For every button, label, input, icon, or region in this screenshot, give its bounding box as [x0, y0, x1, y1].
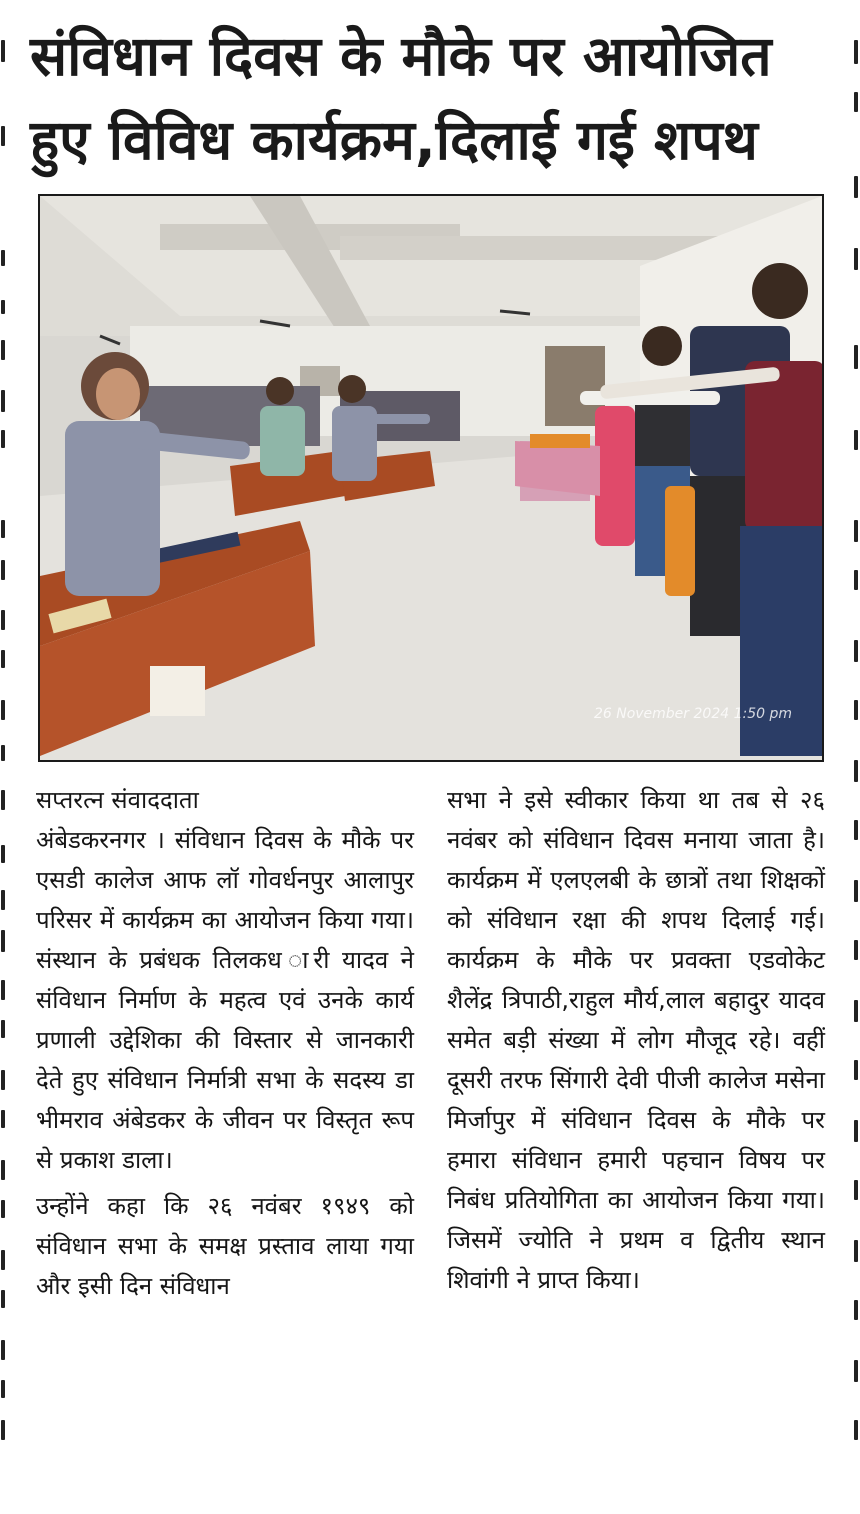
article-paragraph-3: सभा ने इसे स्वीकार किया था तब से २६ नवंबर को संविधान दिवस मनाया जाता है।कार्यक्रम में एलएलबी के छात्रों तथा शिक्षकों को संविधान रक्षा की शपथ दिलाई गई।कार्यक्रम के मौके पर प्रवक्ता एडवोकेट शैलेंद्र त्रिपाठी,राहुल मौर्य,लाल बहादुर यादव समेत बड़ी संख्या में लोग मौजूद रहे। वहीं दूसरी तरफ सिंगारी देवी पीजी कालेज मसेना मिर्जापुर में संविधान दिवस के मौके पर हमारा संविधान हमारी पहचान विषय पर निबंध प्रतियोगिता का आयोजन किया गया।जिसमें ज्योति ने प्रथम व द्वितीय स्थान शिवांगी ने प्राप्त किया। — [447, 786, 825, 1294]
byline: सप्तरत्न संवाददाता — [36, 786, 199, 814]
classroom-oath-photo — [40, 196, 822, 760]
article-column-left — [36, 780, 414, 1306]
adjacent-column-fragment-left — [0, 0, 10, 1514]
photo-timestamp: 26 November 2024 1:50 pm — [593, 706, 792, 722]
headline-line-1: संविधान दिवस के मौके पर आयोजित — [30, 24, 772, 88]
article-paragraph-1: अंबेडकरनगर । संविधान दिवस के मौके पर एसडी कालेज आफ लॉ गोवर्धनपुर आलापुर परिसर में कार्यक्रम का आयोजन किया गया।संस्थान के प्रबंधक तिलकध ारी यादव ने संविधान निर्माण के महत्व एवं उनके कार्य प्रणाली उद्देशिका की विस्तार से जानकारी देते हुए संविधान निर्मात्री सभा के सदस्य डा भीमराव अंबेडकर के जीवन पर विस्तृत रूप से प्रकाश डाला। — [36, 826, 414, 1174]
news-photo — [38, 194, 824, 762]
article-paragraph-2: उन्होंने कहा कि २६ नवंबर १९४९ को संविधान सभा के समक्ष प्रस्ताव लाया गया और इसी दिन संविधान — [36, 1192, 414, 1300]
article-column-right — [447, 780, 825, 1300]
headline — [30, 14, 830, 182]
headline-line-2: हुए विविध कार्यक्रम,दिलाई गई शपथ — [30, 108, 758, 172]
adjacent-column-fragment-right — [848, 0, 860, 1514]
